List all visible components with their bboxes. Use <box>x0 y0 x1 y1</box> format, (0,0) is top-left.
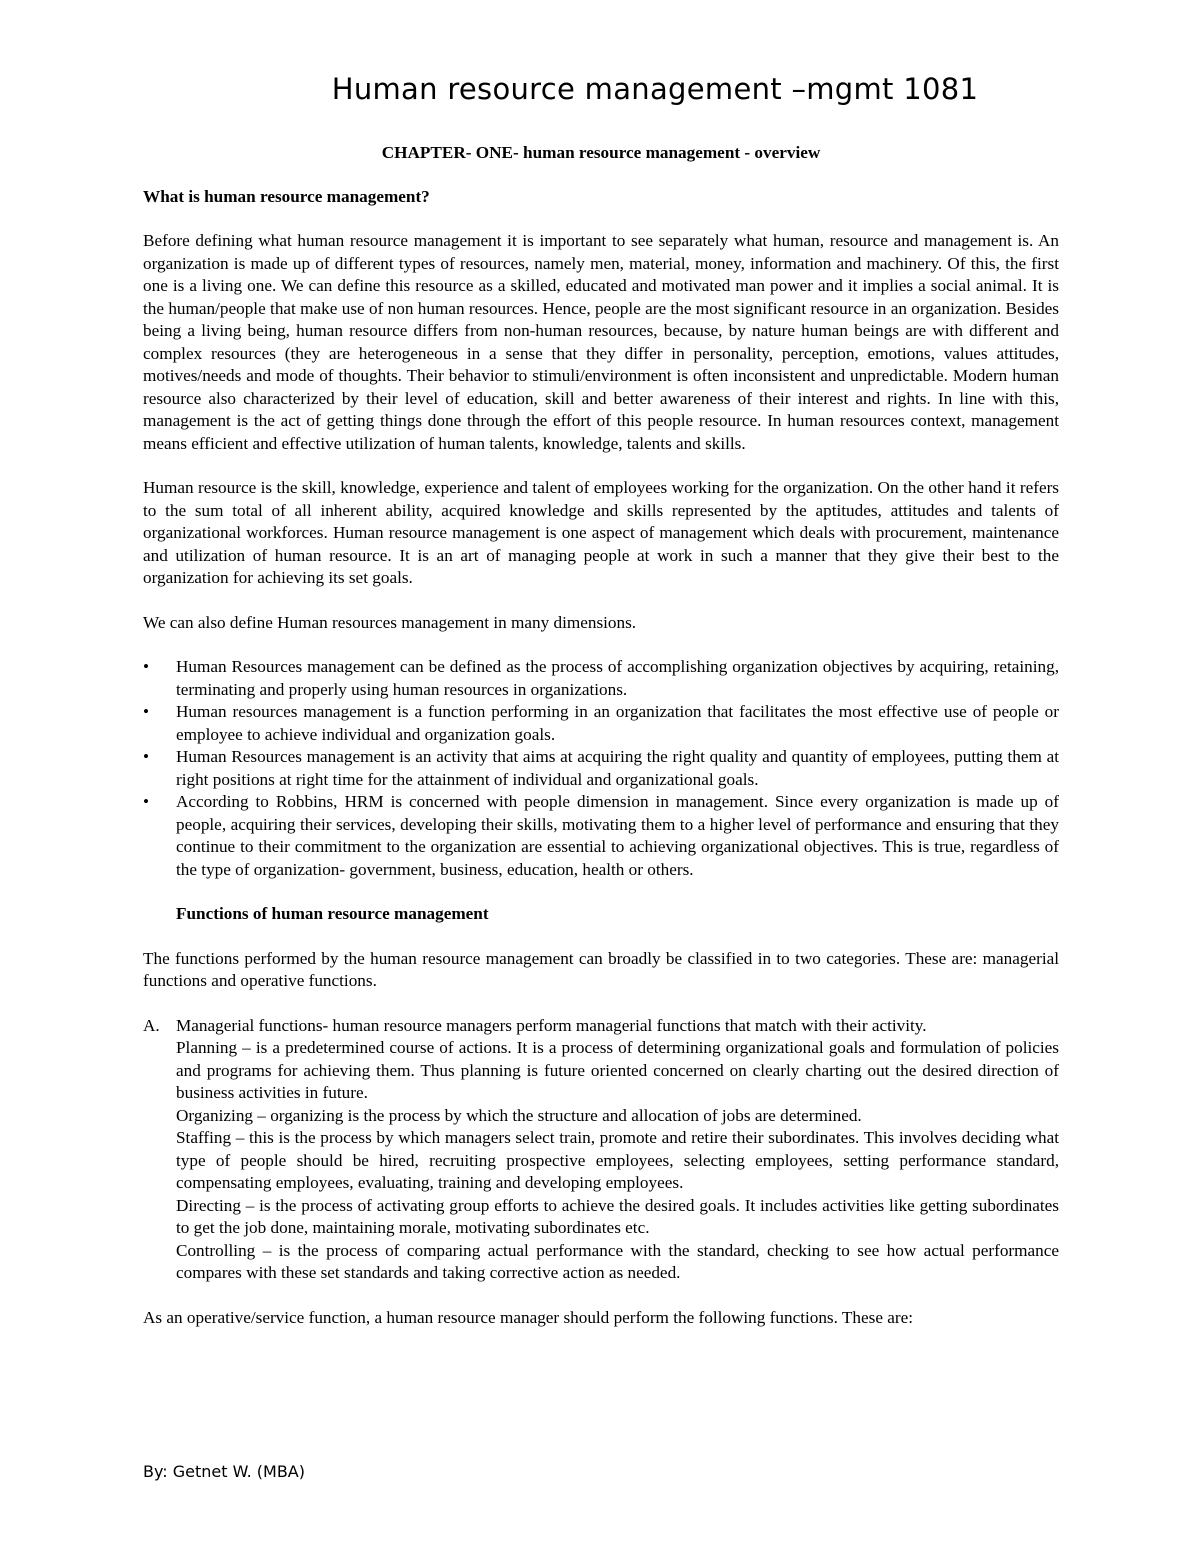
functions-heading: Functions of human resource management <box>176 904 489 923</box>
section-question-heading: What is human resource management? <box>143 186 430 206</box>
bullet-icon: • <box>143 792 150 811</box>
bullet-item <box>143 656 1059 701</box>
paragraph-operative-intro: As an operative/service function, a human resource manager should perform the following functions. These are: <box>143 1307 913 1327</box>
bullet-icon: • <box>143 702 150 721</box>
bullet-text: Human Resources management can be defined as the process of accomplishing organization objectives by acquiring, retaining, terminating and properly using human resources in organizations. <box>176 657 1059 699</box>
bullet-text: Human Resources management is an activity that aims at acquiring the right quality and quantity of employees, putting them at right positions at right time for the attainment of individual and organizational goals. <box>176 747 1059 789</box>
definitions-bullet-list <box>143 656 1059 881</box>
organizing-item: Organizing – organizing is the process by which the structure and allocation of jobs are determined. <box>176 1105 862 1125</box>
document-body <box>143 142 1059 1351</box>
list-marker: A. <box>143 1015 160 1035</box>
bullet-item <box>143 701 1059 746</box>
controlling-item: Controlling – is the process of comparing actual performance with the standard, checking to see how actual performance compares with these set standards and taking corrective action as needed. <box>176 1240 1059 1282</box>
planning-item: Planning – is a predetermined course of actions. It is a process of determining organizational goals and formulation of policies and programs for achieving them. Thus planning is future oriented concerned on clearly charting out the desired direction of business activities in future. <box>176 1038 1059 1102</box>
staffing-item: Staffing – this is the process by which managers select train, promote and retire their subordinates. This involves deciding what type of people should be hired, recruiting prospective employees, selecting employees, setting performance standard, compensating employees, evaluating, training and developing employees. <box>176 1128 1059 1192</box>
bullet-item <box>143 746 1059 791</box>
bullet-item <box>143 791 1059 881</box>
managerial-functions-item: Managerial functions- human resource managers perform managerial functions that match with their activity. <box>176 1015 927 1035</box>
page-header-title: Human resource management –mgmt 1081 <box>331 72 979 106</box>
bullet-icon: • <box>143 657 150 676</box>
bullet-text: According to Robbins, HRM is concerned with people dimension in management. Since every organization is made up of people, acquiring their services, developing their skills, motivating them to a higher level of performance and ensuring that they continue to their commitment to the organization are essential to achieving organizational objectives. This is true, regardless of the type of organization- government, business, education, health or others. <box>176 792 1059 879</box>
paragraph-intro: Before defining what human resource management it is important to see separately what human, resource and management is. An organization is made up of different types of resources, namely men, material, money, information and machinery. Of this, the first one is a living one. We can define this resource as a skilled, educated and motivated man power and it implies a social animal. It is the human/people that make use of non human resources. Hence, people are the most significant resource in an organization. Besides being a living being, human resource differs from non-human resources, because, by nature human beings are with different and complex resources (they are heterogeneous in a sense that they differ in personality, perception, emotions, values attitudes, motives/needs and mode of thoughts. Their behavior to stimuli/environment is often inconsistent and unpredictable. Modern human resource also characterized by their level of education, skill and better awareness of their interest and rights. In line with this, management is the act of getting things done through the effort of this people resource. In human resources context, management means efficient and effective utilization of human talents, knowledge, talents and skills. <box>143 231 1059 453</box>
chapter-heading: CHAPTER- ONE- human resource management - overview <box>381 143 821 162</box>
managerial-functions-list <box>143 1015 1059 1285</box>
bullet-icon: • <box>143 747 150 766</box>
paragraph-functions-intro: The functions performed by the human resource management can broadly be classified in to two categories. These are: managerial functions and operative functions. <box>143 948 1059 990</box>
bullet-text: Human resources management is a function performing in an organization that facilitates the most effective use of people or employee to achieve individual and organization goals. <box>176 702 1059 744</box>
page-footer-author: By: Getnet W. (MBA) <box>143 1462 305 1481</box>
paragraph-dimensions: We can also define Human resources management in many dimensions. <box>143 612 637 632</box>
paragraph-definition: Human resource is the skill, knowledge, experience and talent of employees working for the organization. On the other hand it refers to the sum total of all inherent ability, acquired knowledge and skills represented by the aptitudes, attitudes and talents of organizational workforces. Human resource management is one aspect of management which deals with procurement, maintenance and utilization of human resource. It is an art of managing people at work in such a manner that they give their best to the organization for achieving its set goals. <box>143 478 1059 587</box>
directing-item: Directing – is the process of activating group efforts to achieve the desired goals. It includes activities like getting subordinates to get the job done, maintaining morale, motivating subordinates etc. <box>176 1195 1059 1237</box>
